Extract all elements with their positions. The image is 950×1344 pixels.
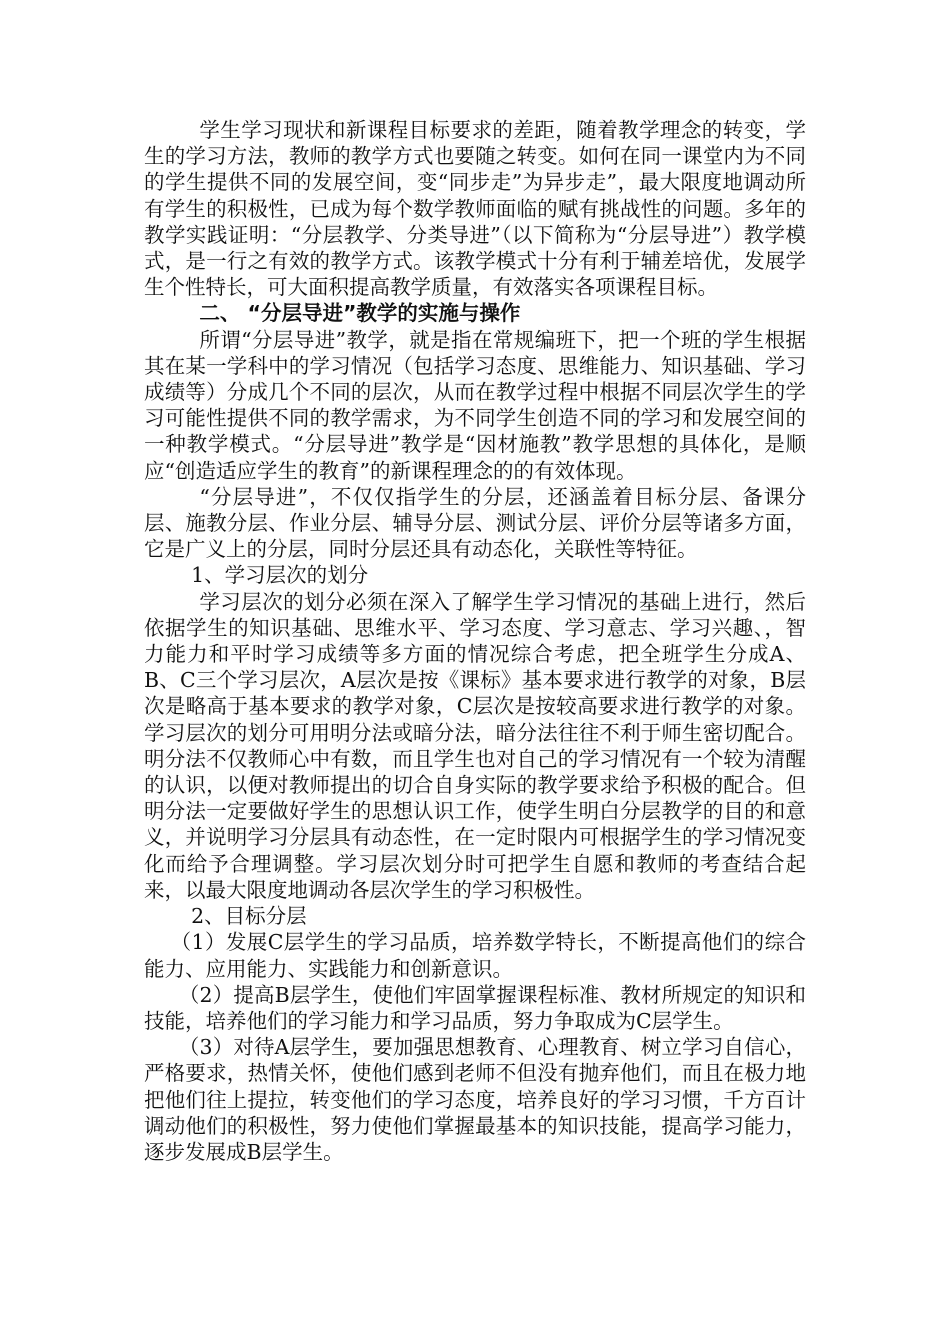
paragraph-intro: 学生学习现状和新课程目标要求的差距，随着教学理念的转变，学生的学习方法，教师的教学方式也要随之转变。如何在同一课堂内为不同的学生提供不同的发展空间，变“同步走”为异步走”，最大限度地调动所有学生的积极性，已成为每个数学教师面临的赋有挑战性的问题。多年的教学实践证明：“分层教学、分类导进”（以下简称为“分层导进”）教学模式，是一行之有效的教学方式。该教学模式十分有利于辅差培优，发展学生个性特长，可大面积提高教学质量，有效落实各项课程目标。 — [144, 118, 806, 300]
list-item-a-level: （3）对待A层学生，要加强思想教育、心理教育、树立学习自信心，严格要求，热情关怀，使他们感到老师不但没有抛弃他们，而且在极力地把他们往上提拉，转变他们的学习态度，培养良好的学习习惯，千方百计调动他们的积极性，努力使他们掌握最基本的知识技能，提高学习能力，逐步发展成B层学生。 — [144, 1035, 806, 1164]
subheading-2: 2、目标分层 — [191, 904, 307, 929]
paragraph-definition: 所谓“分层导进”教学，就是指在常规编班下，把一个班的学生根据其在某一学科中的学习情况（包括学习态度、思维能力、知识基础、学习成绩等）分成几个不同的层次，从而在教学过程中根据不同层次学生的学习可能性提供不同的教学需求，为不同学生创造不同的学习和发展空间的一种教学模式。“分层导进”教学是“因材施教”教学思想的具体化，是顺应“创造适应学生的教育”的新课程理念的的有效体现。 — [144, 327, 806, 483]
list-item-c-level: （1）发展C层学生的学习品质，培养数学特长，不断提高他们的综合能力、应用能力、实践能力和创新意识。 — [144, 930, 806, 981]
subheading-1: 1、学习层次的划分 — [191, 563, 369, 588]
paragraph-scope: “分层导进”，不仅仅指学生的分层，还涵盖着目标分层、备课分层、施教分层、作业分层、辅导分层、测试分层、评价分层等诸多方面，它是广义上的分层，同时分层还具有动态化，关联性等特征。 — [144, 484, 806, 562]
list-item-b-level: （2）提高B层学生，使他们牢固掌握课程标准、教材所规定的知识和技能，培养他们的学习能力和学习品质，努力争取成为C层学生。 — [144, 982, 806, 1033]
section-heading-2: 二、 “分层导进”教学的实施与操作 — [199, 301, 521, 326]
paragraph-level-division: 学习层次的划分必须在深入了解学生学习情况的基础上进行，然后依据学生的知识基础、思维水平、学习态度、学习意志、学习兴趣、，智力能力和平时学习成绩等多方面的情况综合考虑，把全班学生分成A、B、C三个学习层次，A层次是按《课标》基本要求进行教学的对象，B层次是略高于基本要求的教学对象，C层次是按较高要求进行教学的对象。学习层次的划分可用明分法或暗分法，暗分法往往不利于师生密切配合。明分法不仅教师心中有数，而且学生也对自己的学习情况有一个较为清醒的认识，以便对教师提出的切合自身实际的教学要求给予积极的配合。但明分法一定要做好学生的思想认识工作，使学生明白分层教学的目的和意义，并说明学习分层具有动态性，在一定时限内可根据学生的学习情况变化而给予合理调整。学习层次划分时可把学生自愿和教师的考查结合起来，以最大限度地调动各层次学生的学习积极性。 — [144, 589, 806, 902]
document-page — [144, 117, 806, 1165]
